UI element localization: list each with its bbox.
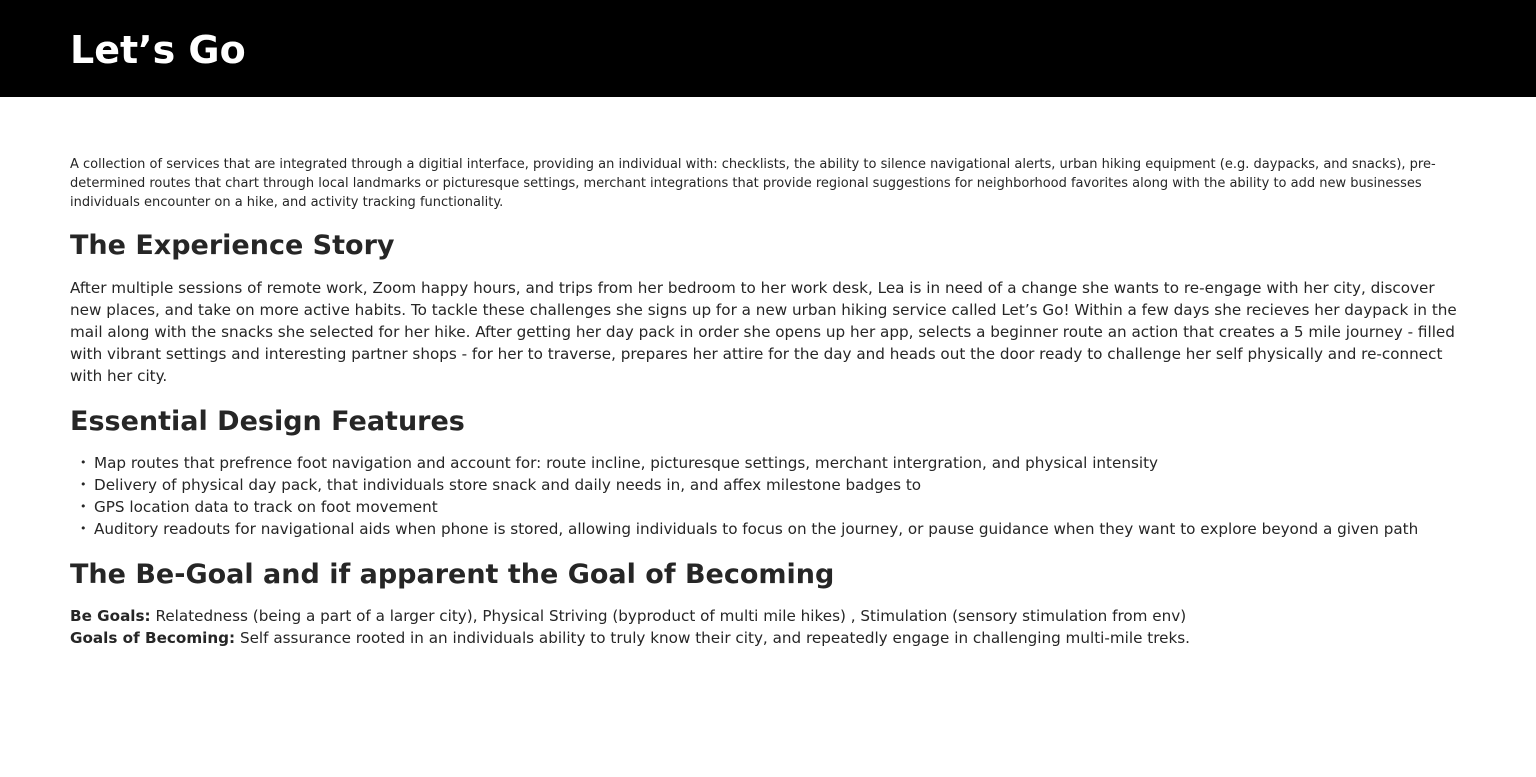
- be-goals-line: [70, 605, 1466, 627]
- list-item: [70, 452, 1466, 474]
- bullet-icon: •: [80, 478, 87, 491]
- list-item-text: Auditory readouts for navigational aids when phone is stored, allowing individuals to focus on the journey, or pause guidance when they want to explore beyond a given path: [94, 520, 1419, 538]
- list-item: [70, 474, 1466, 496]
- bullet-icon: •: [80, 522, 87, 535]
- goals-heading: The Be-Goal and if apparent the Goal of Becoming: [70, 559, 835, 590]
- intro-paragraph: A collection of services that are integrated through a digitial interface, providing an individual with: checklists, the ability to silence navigational alerts, urban hiking equipment (e.g. daypacks, and snacks), pre-determined routes that chart through local landmarks or picturesque settings, merchant integrations that provide regional suggestions for neighborhood favorites along with the ability to add new businesses individuals encounter on a hike, and activity tracking functionality.: [70, 157, 1436, 210]
- goals-of-becoming-label: Goals of Becoming:: [70, 629, 236, 647]
- list-item: [70, 496, 1466, 518]
- be-goals-label: Be Goals:: [70, 607, 151, 625]
- main-content: [0, 155, 1536, 649]
- list-item-text: Map routes that prefrence foot navigation and account for: route incline, picturesque settings, merchant intergration, and physical intensity: [94, 454, 1159, 472]
- goals-block: [70, 605, 1466, 649]
- list-item-text: Delivery of physical day pack, that individuals store snack and daily needs in, and affex milestone badges to: [94, 476, 922, 494]
- goals-of-becoming-text: Self assurance rooted in an individuals ability to truly know their city, and repeatedly engage in challenging multi-mile treks.: [235, 629, 1190, 647]
- list-item: [70, 518, 1466, 540]
- page-header: [0, 0, 1536, 97]
- be-goals-text: Relatedness (being a part of a larger city), Physical Striving (byproduct of multi mile hikes) , Stimulation (sensory stimulation from env): [150, 607, 1187, 625]
- experience-story-heading: The Experience Story: [70, 230, 395, 261]
- design-features-heading: Essential Design Features: [70, 406, 465, 437]
- design-features-list: [70, 452, 1466, 540]
- page-title: Let’s Go: [70, 28, 246, 72]
- list-item-text: GPS location data to track on foot movement: [94, 498, 438, 516]
- experience-story-body: After multiple sessions of remote work, Zoom happy hours, and trips from her bedroom to her work desk, Lea is in need of a change she wants to re-engage with her city, discover new places, and take on more active habits. To tackle these challenges she signs up for a new urban hiking service called Let’s Go! Within a few days she recieves her daypack in the mail along with the snacks she selected for her hike. After getting her day pack in order she opens up her app, selects a beginner route an action that creates a 5 mile journey - filled with vibrant settings and interesting partner shops - for her to traverse, prepares her attire for the day and heads out the door ready to challenge her self physically and re-connect with her city.: [70, 279, 1457, 385]
- goals-of-becoming-line: [70, 627, 1466, 649]
- bullet-icon: •: [80, 456, 87, 469]
- bullet-icon: •: [80, 500, 87, 513]
